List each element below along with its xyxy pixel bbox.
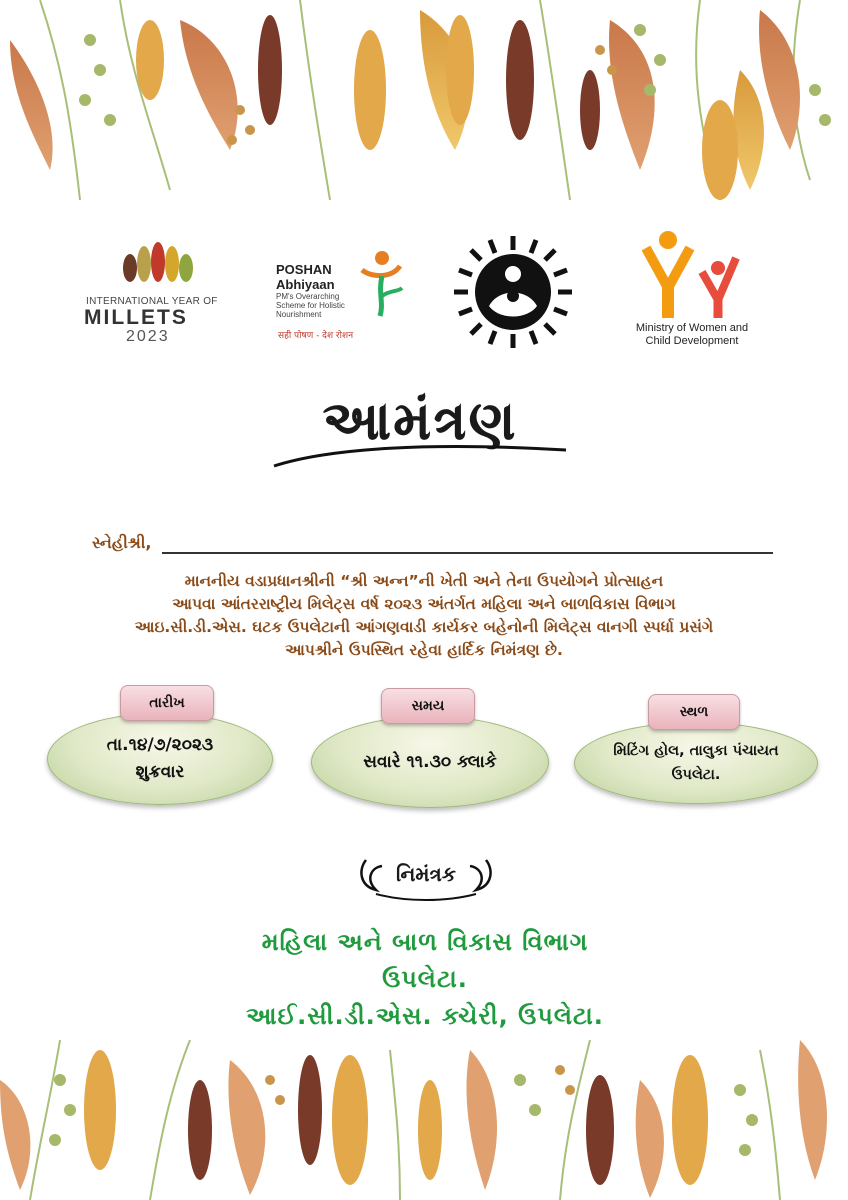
date-oval — [47, 713, 273, 805]
millets-grain-icon — [78, 228, 238, 298]
top-grain-illustration — [0, 0, 848, 215]
paragraph-line: આપશ્રીને ઉપસ્થિત રહેવા હાર્દિક નિમંત્રણ છે. — [285, 641, 563, 659]
organizer-line: મહિલા અને બાળ વિકાસ વિભાગ — [261, 928, 589, 956]
paragraph-line: માનનીય વડાપ્રધાનશ્રીની “શ્રી અન્ન”ની ખેતી અને તેના ઉપયોગને પ્રોત્સાહન — [184, 572, 664, 590]
icds-sun-mother-child-icon — [444, 228, 582, 358]
heading-flourish-icon — [270, 438, 570, 478]
date-label-tag: તારીખ — [120, 685, 214, 721]
place-label-tag: સ્થળ — [648, 694, 740, 730]
mwcd-figures-icon — [640, 228, 750, 318]
millets-logo-line3: 2023 — [126, 328, 170, 345]
millets-2023-logo — [78, 228, 238, 358]
date-line2: શુક્રવાર — [135, 762, 185, 782]
millets-logo-line2: MILLETS — [84, 306, 188, 329]
inviter-label — [356, 850, 496, 906]
millets-logo-line1: INTERNATIONAL YEAR OF — [86, 296, 218, 307]
organizer-line: આઈ.સી.ડી.એસ. ક્ચેરી, ઉપલેટા. — [246, 1002, 604, 1030]
inviter-text: નિમંત્રક — [396, 862, 456, 886]
salutation: સ્નેહીશ્રી, — [92, 533, 152, 552]
time-oval — [311, 716, 549, 808]
place-line1: મિટિંગ હોલ, તાલુકા પંચાયત — [613, 743, 779, 759]
poshan-logo-line2: Abhiyaan — [276, 277, 335, 292]
poshan-abhiyaan-logo — [270, 228, 410, 358]
place-line2: ઉપલેટા. — [671, 767, 721, 783]
time-value: સવારે ૧૧.૩૦ ક્લાકે — [363, 752, 497, 772]
invitation-paragraph — [70, 570, 778, 662]
ministry-wcd-logo — [615, 228, 765, 358]
poshan-logo-tagline: PM's Overarching Scheme for Holistic Nourishment — [276, 292, 345, 319]
poshan-logo-slogan: सही पोषण - देश रोशन — [278, 331, 354, 341]
mwcd-logo-name: Ministry of Women and Child Development — [635, 322, 749, 347]
poshan-logo-line1: POSHAN — [276, 262, 332, 277]
paragraph-line: આઇ.સી.ડી.એસ. ઘટક ઉપલેટાની આંગણવાડી કાર્યકર બહેનોની મિલેટ્સ વાનગી સ્પર્ધા પ્રસંગે — [134, 618, 714, 636]
name-blank-line — [162, 552, 773, 554]
date-line1: તા.૧૪/૭/૨૦૨૩ — [106, 735, 214, 755]
icds-logo — [444, 228, 582, 358]
place-oval — [574, 722, 818, 804]
heading-text: આમંત્રણ — [322, 388, 518, 452]
organizer-line: ઉપલેટા. — [382, 965, 468, 993]
paragraph-line: આપવા આંતરરાષ્ટ્રીય મિલેટ્સ વર્ષ ૨૦૨૩ અંતર્ગત મહિલા અને બાળવિકાસ વિભાગ — [172, 595, 676, 613]
invitation-heading — [270, 388, 570, 478]
time-label-tag: સમય — [381, 688, 475, 724]
logo-row — [0, 228, 848, 358]
bottom-grain-illustration — [0, 1020, 848, 1200]
poshan-figure-icon — [358, 248, 404, 318]
